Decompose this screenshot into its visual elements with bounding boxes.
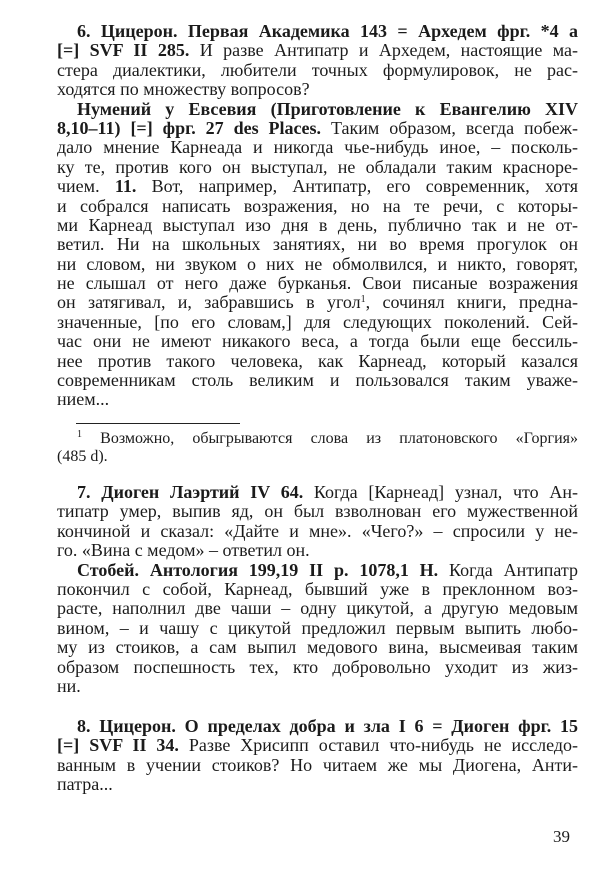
text-line: [57, 100, 578, 119]
text-line: [57, 599, 578, 618]
text-line: [57, 430, 578, 448]
text-line: [57, 658, 578, 677]
text-run: ходятся по множеству вопросов?: [57, 79, 310, 100]
text-run: (485 d).: [57, 448, 108, 465]
text-run: Вот, например, Антипатр, его современник, хотя: [136, 176, 578, 197]
text-line: [57, 352, 578, 371]
text-line: [57, 448, 578, 466]
text-run: дало мнение Карнеада и никогда чье-нибудь иное, – посколь-: [57, 137, 578, 158]
source-reference: 7. Диоген Лаэртий IV 64.: [77, 482, 304, 502]
text-line: [57, 580, 578, 599]
text-line: [57, 41, 578, 60]
text-run: не слышал от него даже бурканья. Свои писаные возражения: [57, 273, 578, 294]
text-run: ни словом, ни звуком о них не обмолвился, и никто, говорят,: [57, 253, 578, 274]
text-line: [57, 158, 578, 177]
text-line: [57, 677, 578, 696]
text-run: И разве Антипатр и Архедем, настоящие ма-: [189, 40, 578, 61]
text-line: [57, 80, 578, 99]
source-reference: Стобей. Антология 199,19 II p. 1078,1 H.: [77, 559, 439, 580]
text-run: образом поспешность тех, кто добровольно уходит из жиз-: [57, 656, 578, 677]
text-run: нием...: [57, 389, 110, 410]
text-run: кончиной и сказал: «Дайте и мне». «Чего?» – спросили у не-: [57, 520, 578, 541]
text-line: [57, 736, 578, 755]
text-run: Когда [Карнеад] узнал, что Ан-: [303, 482, 578, 502]
text-run: Разве Хрисипп оставил что-нибудь не исследо-: [178, 735, 578, 756]
footnote-divider: [76, 423, 240, 424]
text-run: Когда Антипатр: [438, 559, 578, 580]
section-8-cicero-de-finibus: [57, 717, 578, 795]
text-line: [57, 522, 578, 541]
text-line: [57, 541, 578, 560]
page-number: 39: [553, 827, 570, 846]
footnote-marker: 1: [360, 294, 366, 306]
text-line: [57, 197, 578, 216]
text-run: вином, – и чашу с цикутой предложил первым выпить любо-: [57, 617, 578, 638]
text-run: час они не имеют никакого веса, а тогда были еще бессиль-: [57, 331, 578, 352]
text-line: [57, 619, 578, 638]
text-run: го. «Вина с медом» – ответил он.: [57, 540, 310, 561]
source-reference: Нумений у Евсевия (Приготовление к Евангелию XIV: [77, 98, 578, 119]
text-run: современникам столь великим и пользовался таким уваже-: [57, 370, 578, 391]
source-reference: [=] SVF II 34.: [57, 735, 179, 756]
text-line: [57, 293, 578, 312]
text-run: Таким образом, всегда побеж-: [321, 117, 578, 138]
text-line: [57, 502, 578, 521]
text-line: [57, 235, 578, 254]
text-line: [57, 177, 578, 196]
text-run: патра...: [57, 774, 113, 795]
text-run: ку те, против кого он выступал, не обладали таким красноре-: [57, 156, 578, 177]
text-run: значенные, [по его словам,] для следующих поколений. Сей-: [57, 311, 578, 332]
text-line: [57, 313, 578, 332]
text-run: му из стоиков, а сам выпил медового вина, высмеивая таким: [57, 637, 578, 658]
text-line: [57, 390, 578, 409]
text-run: ветил. Ни на школьных занятиях, ни во время прогулок он: [57, 234, 578, 255]
text-run: ни.: [57, 675, 81, 696]
footnote: [57, 430, 578, 466]
text-run: он затягивал, и, забравшись в угол: [57, 292, 361, 313]
text-line: [57, 138, 578, 157]
text-run: и собрался написать возражения, но на те речи, с которы-: [57, 195, 578, 216]
text-run: чием.: [57, 176, 115, 197]
text-run: расте, наполнил две чаши – одну цикутой, а другую медовым: [57, 598, 578, 619]
text-run: типатр умер, выпив яд, он был взволнован его мужественной: [57, 501, 578, 522]
text-line: [57, 274, 578, 293]
text-line: [57, 483, 578, 502]
text-run: , сочинял книги, предна-: [365, 292, 578, 313]
text-line: [57, 371, 578, 390]
text-line: [57, 756, 578, 775]
text-line: [57, 561, 578, 580]
text-line: [57, 119, 578, 138]
text-line: [57, 255, 578, 274]
footnote-marker: 1: [77, 429, 82, 440]
text-line: [57, 61, 578, 80]
text-line: [57, 717, 578, 736]
source-reference: [=] SVF II 285.: [57, 40, 190, 61]
text-line: [57, 638, 578, 657]
text-run: нее против такого человека, как Карнеад, который казался: [57, 350, 578, 371]
text-line: [57, 775, 578, 794]
text-run: покончил с собой, Карнеад, бывший уже в преклонном воз-: [57, 578, 578, 599]
section-7-diogenes-laertius: [57, 483, 578, 696]
source-reference: 6. Цицерон. Первая Академика 143 = Архедем фрг. *4 а: [77, 21, 578, 41]
text-line: [57, 22, 578, 41]
source-reference: 11.: [114, 176, 137, 197]
text-line: [57, 332, 578, 351]
text-run: ванным в учении стоиков? Но читаем же мы Диогена, Анти-: [57, 754, 578, 775]
text-run: ми Карнеад выступал изо дня в день, публично так и не от-: [57, 214, 578, 235]
source-reference: 8,10–11) [=] фрг. 27 des Places.: [57, 117, 322, 138]
text-line: [57, 216, 578, 235]
text-run: Возможно, обыгрываются слова из платоновского «Горгия»: [82, 430, 578, 447]
source-reference: 8. Цицерон. О пределах добра и зла I 6 = Диоген фрг. 15: [77, 716, 578, 736]
text-run: стера диалектики, любители точных формулировок, не рас-: [57, 59, 578, 80]
section-6-cicero-academica: [57, 22, 578, 410]
